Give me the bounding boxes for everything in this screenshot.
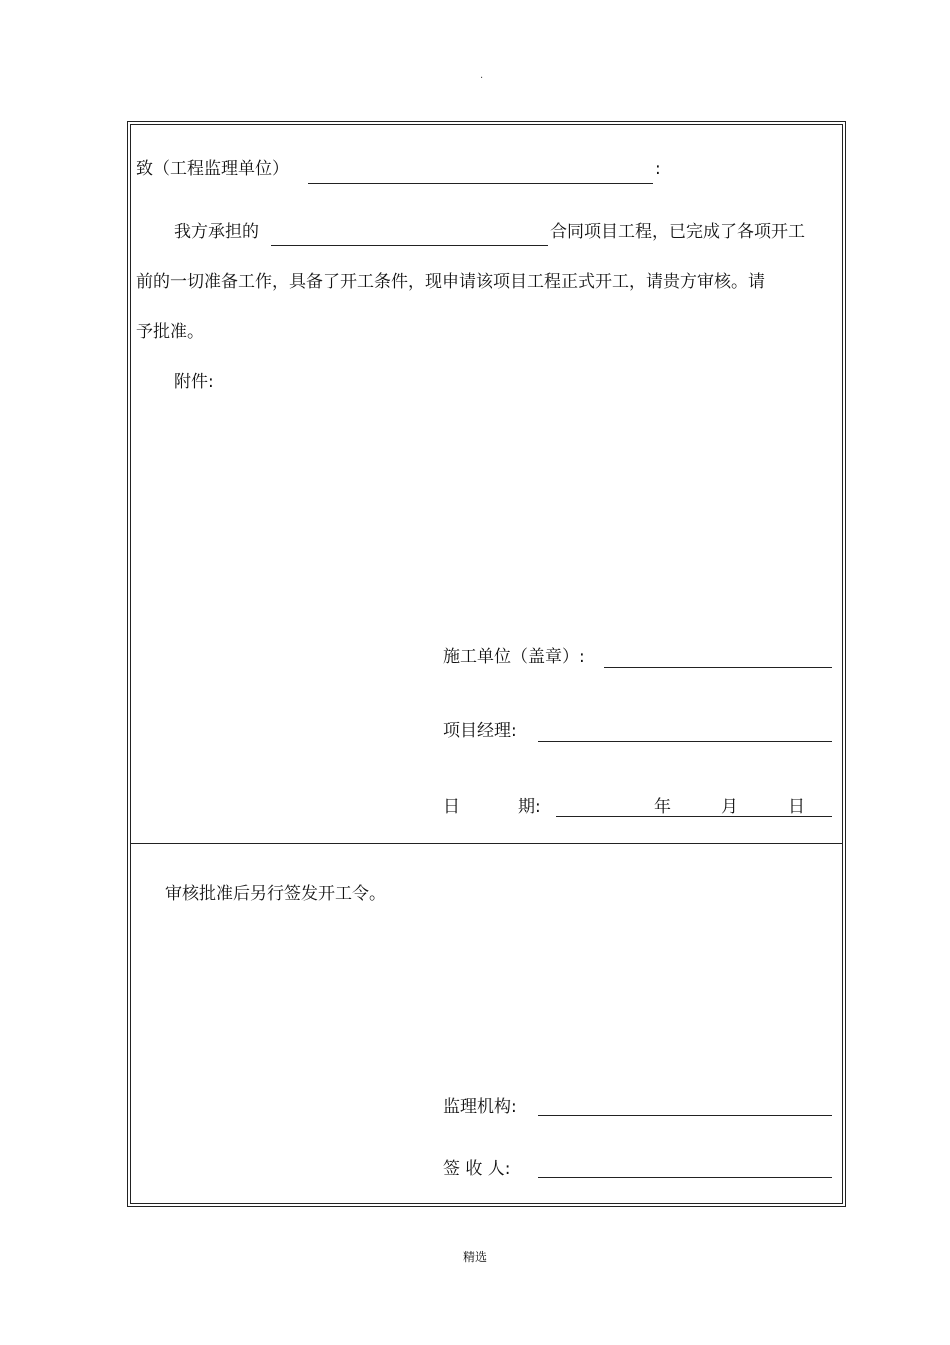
review-note: 审核批准后另行签发开工令。 bbox=[165, 884, 386, 904]
date-label-ri: 日 bbox=[443, 797, 460, 817]
section-divider bbox=[130, 843, 843, 844]
date-day: 日 bbox=[788, 797, 805, 817]
contract-name-field[interactable] bbox=[271, 245, 548, 246]
body-line1-prefix: 我方承担的 bbox=[174, 222, 259, 242]
contractor-field[interactable] bbox=[604, 667, 832, 668]
manager-field[interactable] bbox=[538, 741, 832, 742]
date-year: 年 bbox=[654, 797, 671, 817]
footer-text: 精选 bbox=[462, 1250, 487, 1264]
header-mark: . bbox=[480, 70, 484, 81]
manager-label: 项目经理: bbox=[443, 721, 517, 741]
body-line2: 前的一切准备工作，具备了开工条件，现申请该项目工程正式开工，请贵方审核。请 bbox=[136, 272, 765, 292]
supervisor-field[interactable] bbox=[538, 1115, 832, 1116]
date-month: 月 bbox=[721, 797, 738, 817]
addressee-colon: : bbox=[655, 159, 661, 179]
receiver-label: 签 收 人: bbox=[443, 1159, 511, 1179]
supervisor-label: 监理机构: bbox=[443, 1097, 517, 1117]
receiver-field[interactable] bbox=[538, 1177, 832, 1178]
addressee-field[interactable] bbox=[308, 183, 653, 184]
body-line1-suffix: 合同项目工程，已完成了各项开工 bbox=[550, 222, 805, 242]
date-label-qi: 期: bbox=[518, 797, 541, 817]
attachments-label: 附件: bbox=[174, 372, 214, 392]
body-line3: 予批准。 bbox=[136, 322, 204, 342]
contractor-label: 施工单位（盖章）: bbox=[443, 647, 585, 667]
addressee-label: 致（工程监理单位） bbox=[136, 159, 289, 179]
